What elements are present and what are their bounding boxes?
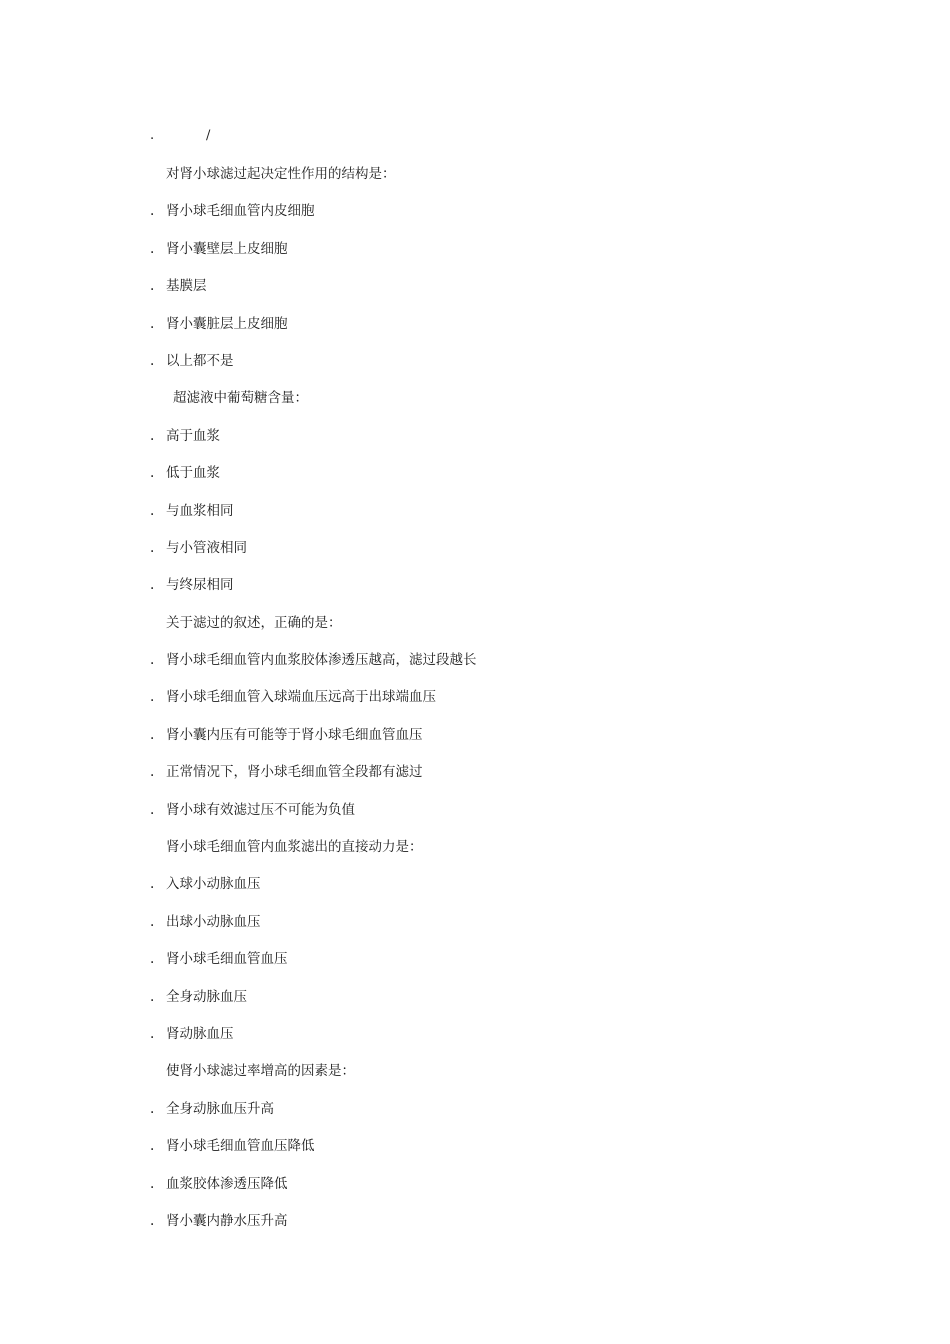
answer-option	[150, 1136, 850, 1173]
option-text: 肾动脉血压	[166, 1025, 234, 1042]
option-text: 基膜层	[166, 278, 207, 295]
question-text: 肾小球毛细血管内血浆滤出的直接动力是：	[166, 839, 423, 856]
option-bullet: .	[150, 240, 155, 257]
option-text: 与小管液相同	[166, 539, 247, 556]
answer-option	[150, 351, 850, 388]
option-text: 血浆胶体渗透压降低	[166, 1175, 288, 1192]
answer-option	[150, 426, 850, 463]
option-text: 低于血浆	[166, 465, 220, 482]
option-bullet: .	[150, 203, 155, 220]
answer-option	[150, 538, 850, 575]
option-text: 肾小囊脏层上皮细胞	[166, 315, 288, 332]
answer-option	[150, 912, 850, 949]
option-bullet: .	[150, 801, 155, 818]
answer-option	[150, 1174, 850, 1211]
option-bullet: .	[150, 539, 155, 556]
option-text: 与血浆相同	[166, 502, 234, 519]
option-bullet: .	[150, 689, 155, 706]
option-bullet: .	[150, 988, 155, 1005]
option-bullet: .	[150, 315, 155, 332]
answer-option	[150, 725, 850, 762]
option-bullet: .	[150, 427, 155, 444]
answer-option	[150, 463, 850, 500]
answer-option	[150, 201, 850, 238]
option-text: 正常情况下，肾小球毛细血管全段都有滤过	[166, 764, 423, 781]
answer-option	[150, 1211, 850, 1248]
page-header-mark	[150, 126, 210, 146]
answer-option	[150, 239, 850, 276]
question-list	[150, 164, 850, 1248]
question-stem	[150, 388, 850, 425]
option-text: 肾小囊内静水压升高	[166, 1212, 288, 1229]
option-bullet: .	[150, 1100, 155, 1117]
option-bullet: .	[150, 352, 155, 369]
option-bullet: .	[150, 577, 155, 594]
option-bullet: .	[150, 913, 155, 930]
answer-option	[150, 874, 850, 911]
option-text: 肾小球毛细血管血压降低	[166, 1138, 315, 1155]
answer-option	[150, 762, 850, 799]
answer-option	[150, 800, 850, 837]
option-bullet: .	[150, 764, 155, 781]
option-text: 肾小球有效滤过压不可能为负值	[166, 801, 355, 818]
option-text: 肾小囊壁层上皮细胞	[166, 240, 288, 257]
answer-option	[150, 1024, 850, 1061]
answer-option	[150, 1099, 850, 1136]
option-bullet: .	[150, 502, 155, 519]
option-bullet: .	[150, 465, 155, 482]
option-bullet: .	[150, 1138, 155, 1155]
question-text: 超滤液中葡萄糖含量：	[173, 390, 308, 407]
option-text: 肾小球毛细血管内血浆胶体渗透压越高，滤过段越长	[166, 652, 477, 669]
answer-option	[150, 949, 850, 986]
option-text: 肾小囊内压有可能等于肾小球毛细血管血压	[166, 726, 423, 743]
answer-option	[150, 650, 850, 687]
option-bullet: .	[150, 951, 155, 968]
option-text: 入球小动脉血压	[166, 876, 261, 893]
answer-option	[150, 987, 850, 1024]
option-bullet: .	[150, 726, 155, 743]
option-bullet: .	[150, 876, 155, 893]
option-bullet: .	[150, 1175, 155, 1192]
option-text: 全身动脉血压升高	[166, 1100, 274, 1117]
option-bullet: .	[150, 652, 155, 669]
option-text: 高于血浆	[166, 427, 220, 444]
answer-option	[150, 314, 850, 351]
option-text: 以上都不是	[166, 352, 234, 369]
header-slash: /	[206, 128, 211, 143]
option-text: 出球小动脉血压	[166, 913, 261, 930]
answer-option	[150, 687, 850, 724]
question-stem	[150, 1061, 850, 1098]
answer-option	[150, 575, 850, 612]
option-bullet: .	[150, 1025, 155, 1042]
header-dot: .	[150, 128, 155, 143]
option-bullet: .	[150, 278, 155, 295]
question-text: 使肾小球滤过率增高的因素是：	[166, 1063, 355, 1080]
question-text: 关于滤过的叙述，正确的是：	[166, 614, 342, 631]
question-stem	[150, 164, 850, 201]
answer-option	[150, 501, 850, 538]
option-text: 肾小球毛细血管内皮细胞	[166, 203, 315, 220]
option-text: 与终尿相同	[166, 577, 234, 594]
question-stem	[150, 613, 850, 650]
option-text: 肾小球毛细血管血压	[166, 951, 288, 968]
answer-option	[150, 276, 850, 313]
question-text: 对肾小球滤过起决定性作用的结构是：	[166, 166, 396, 182]
question-stem	[150, 837, 850, 874]
option-text: 肾小球毛细血管入球端血压远高于出球端血压	[166, 689, 436, 706]
option-text: 全身动脉血压	[166, 988, 247, 1005]
option-bullet: .	[150, 1212, 155, 1229]
